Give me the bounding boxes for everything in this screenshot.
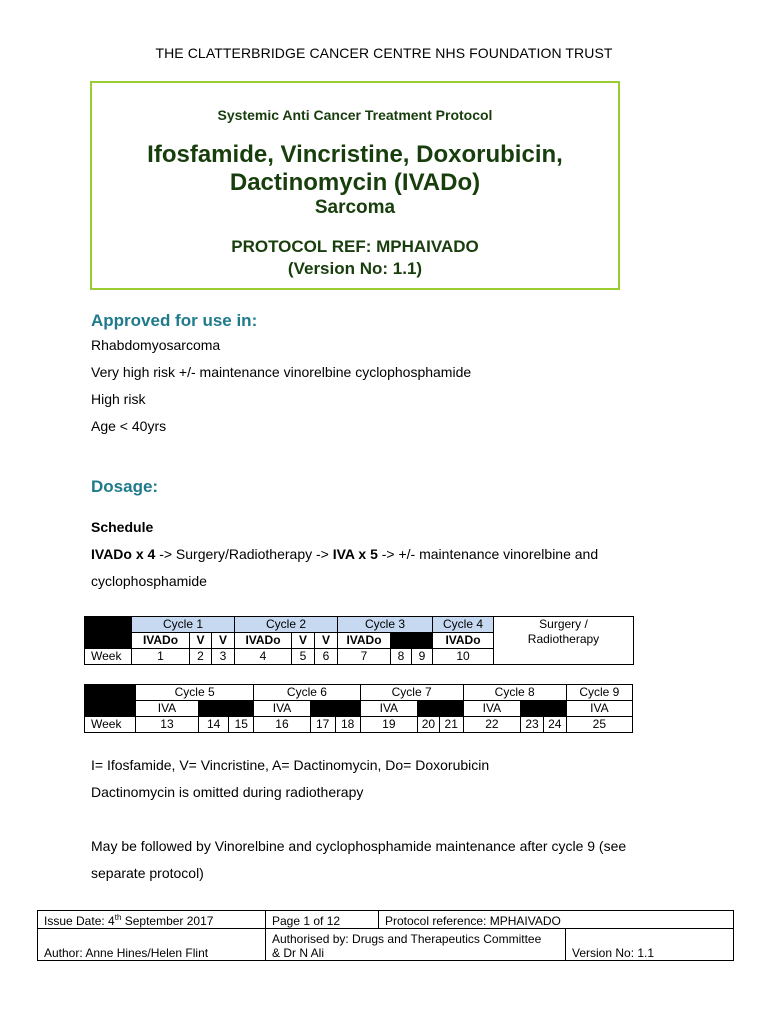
week-cell: 18 <box>335 717 360 733</box>
week-cell: 22 <box>463 717 521 733</box>
blank-cell <box>391 633 433 649</box>
cycle-header: Cycle 8 <box>463 685 566 701</box>
week-cell: 1 <box>132 649 190 665</box>
week-cell: 16 <box>254 717 310 733</box>
blank-cell <box>310 701 360 717</box>
cycle-header: Cycle 5 <box>136 685 254 701</box>
seq-ivado: IVADo x 4 <box>91 546 156 562</box>
schedule-heading: Schedule <box>91 519 154 535</box>
surgery-label: Surgery / <box>539 617 588 631</box>
protocol-reference: Protocol reference: MPHAIVADO <box>379 911 734 929</box>
week-cell: 17 <box>310 717 335 733</box>
week-cell: 10 <box>433 649 494 665</box>
seq-iva: IVA x 5 <box>332 546 378 562</box>
page-number: Page 1 of 12 <box>266 911 379 929</box>
week-cell: 24 <box>543 717 566 733</box>
blank-cell <box>85 685 136 717</box>
document-footer <box>37 910 734 961</box>
protocol-ref: PROTOCOL REF: MPHAIVADO <box>231 237 479 256</box>
drug-cell: V <box>315 633 338 649</box>
week-cell: 13 <box>136 717 199 733</box>
week-cell: 21 <box>439 717 463 733</box>
footer-version: Version No: 1.1 <box>566 929 734 961</box>
week-cell: 14 <box>198 717 228 733</box>
week-cell: 9 <box>412 649 433 665</box>
week-cell: 23 <box>521 717 544 733</box>
drug-cell: V <box>190 633 212 649</box>
week-label: Week <box>85 717 136 733</box>
drug-cell: IVA <box>360 701 418 717</box>
authorised-line1: Authorised by: Drugs and Therapeutics Committee <box>272 932 542 946</box>
maintenance-note-line1: May be followed by Vinorelbine and cyclophosphamide maintenance after cycle 9 (see <box>91 838 627 854</box>
week-cell: 8 <box>391 649 412 665</box>
seq-surgery: -> Surgery/Radiotherapy -> <box>155 546 333 562</box>
drug-cell: IVADo <box>132 633 190 649</box>
schedule-sequence <box>91 546 598 562</box>
schedule-table-cycles-1-4 <box>84 616 634 665</box>
week-cell: 15 <box>229 717 254 733</box>
week-cell: 4 <box>235 649 292 665</box>
protocol-version: (Version No: 1.1) <box>287 259 423 278</box>
protocol-disease: Sarcoma <box>314 197 396 218</box>
drug-cell: IVADo <box>433 633 494 649</box>
approved-item: High risk <box>91 391 146 407</box>
authorised-line2: & Dr N Ali <box>272 946 325 960</box>
maintenance-note-line2: separate protocol) <box>91 865 204 881</box>
blank-cell <box>198 701 253 717</box>
drug-cell: IVA <box>566 701 632 717</box>
issue-date-suffix: September 2017 <box>121 914 214 928</box>
week-cell: 19 <box>360 717 418 733</box>
week-cell: 6 <box>315 649 338 665</box>
schedule-sequence-line2: cyclophosphamide <box>91 573 207 589</box>
drug-cell: IVADo <box>235 633 292 649</box>
week-label: Week <box>85 649 132 665</box>
cycle-header: Cycle 7 <box>360 685 463 701</box>
week-cell: 7 <box>338 649 391 665</box>
cycle-header: Cycle 2 <box>235 617 338 633</box>
protocol-box <box>90 81 620 290</box>
approved-item: Very high risk +/- maintenance vinorelbine cyclophosphamide <box>91 364 472 380</box>
drug-cell: IVA <box>463 701 521 717</box>
author: Author: Anne Hines/Helen Flint <box>38 929 266 961</box>
week-cell: 25 <box>566 717 632 733</box>
week-cell: 3 <box>212 649 235 665</box>
cycle-header: Cycle 6 <box>254 685 360 701</box>
surgery-radiotherapy-cell <box>494 617 634 665</box>
drug-cell: IVADo <box>338 633 391 649</box>
week-cell: 5 <box>292 649 315 665</box>
radiotherapy-note: Dactinomycin is omitted during radiotherapy <box>91 784 364 800</box>
drug-cell: IVA <box>254 701 310 717</box>
seq-maintenance: -> +/- maintenance vinorelbine and <box>377 546 599 562</box>
issue-date-sup: th <box>114 913 122 922</box>
week-cell: 2 <box>190 649 212 665</box>
approved-item: Age < 40yrs <box>91 418 167 434</box>
cycle-header: Cycle 4 <box>433 617 494 633</box>
blank-cell <box>418 701 464 717</box>
issue-date-prefix: Issue Date: 4 <box>44 914 115 928</box>
drug-cell: V <box>212 633 235 649</box>
protocol-title-line1: Ifosfamide, Vincristine, Doxorubicin, <box>147 141 563 168</box>
issue-date <box>38 911 266 929</box>
cycle-header: Cycle 3 <box>338 617 433 633</box>
schedule-table-cycles-5-9 <box>84 684 633 733</box>
cycle-header: Cycle 1 <box>132 617 235 633</box>
dosage-heading: Dosage: <box>91 477 159 496</box>
protocol-title-line2: Dactinomycin (IVADo) <box>229 169 481 196</box>
drug-legend: I= Ifosfamide, V= Vincristine, A= Dactinomycin, Do= Doxorubicin <box>91 757 490 773</box>
authorised-by <box>266 929 566 961</box>
blank-cell <box>521 701 567 717</box>
approved-heading: Approved for use in: <box>91 311 258 330</box>
trust-name: THE CLATTERBRIDGE CANCER CENTRE NHS FOUNDATION TRUST <box>155 45 613 61</box>
radiotherapy-label: Radiotherapy <box>527 632 600 646</box>
drug-cell: IVA <box>136 701 199 717</box>
drug-cell: V <box>292 633 315 649</box>
protocol-subtitle: Systemic Anti Cancer Treatment Protocol <box>217 107 493 123</box>
approved-item: Rhabdomyosarcoma <box>91 337 221 353</box>
cycle-header: Cycle 9 <box>566 685 632 701</box>
blank-cell <box>85 617 132 649</box>
week-cell: 20 <box>418 717 440 733</box>
